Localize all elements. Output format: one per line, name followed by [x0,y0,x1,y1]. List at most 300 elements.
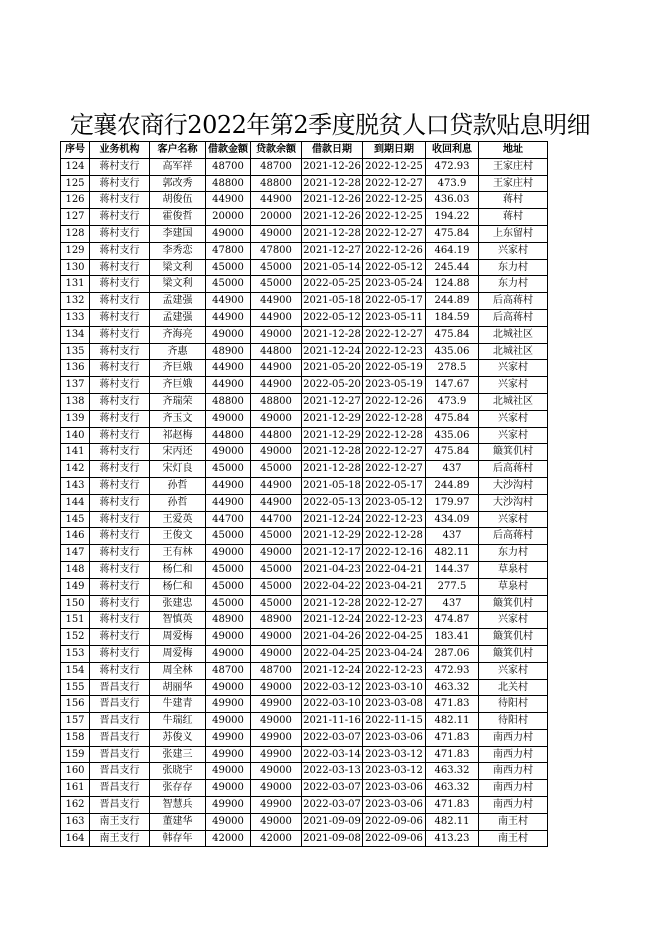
table-row [61,393,548,410]
cell-branch: 蒋村支行 [90,494,150,511]
cell-interest: 244.89 [426,477,479,494]
table-row [61,763,548,780]
cell-branch: 蒋村支行 [90,326,150,343]
cell-branch: 蒋村支行 [90,225,150,242]
cell-due-date: 2023-05-11 [363,309,426,326]
cell-loan-date: 2021-12-29 [302,528,363,545]
cell-balance: 44900 [251,477,302,494]
cell-customer: 梁文利 [150,276,206,293]
cell-branch: 晋昌支行 [90,679,150,696]
col-header-interest: 收回利息 [426,142,479,159]
cell-branch: 蒋村支行 [90,612,150,629]
cell-due-date: 2023-04-24 [363,645,426,662]
cell-balance: 42000 [251,830,302,847]
table-row [61,175,548,192]
cell-branch: 晋昌支行 [90,729,150,746]
cell-seq: 164 [61,830,90,847]
table-row [61,612,548,629]
cell-due-date: 2022-12-27 [363,461,426,478]
cell-due-date: 2023-03-06 [363,780,426,797]
cell-address: 草泉村 [479,578,548,595]
cell-branch: 蒋村支行 [90,360,150,377]
cell-seq: 150 [61,595,90,612]
cell-due-date: 2023-03-06 [363,729,426,746]
cell-address: 簸箕仉村 [479,629,548,646]
cell-due-date: 2022-12-23 [363,511,426,528]
cell-loan-date: 2021-12-28 [302,595,363,612]
table-row [61,192,548,209]
cell-loan-date: 2021-12-28 [302,461,363,478]
cell-loan-date: 2021-12-28 [302,444,363,461]
cell-balance: 49000 [251,813,302,830]
table-row [61,444,548,461]
cell-address: 待阳村 [479,713,548,730]
cell-branch: 蒋村支行 [90,461,150,478]
cell-loan-amount: 44900 [206,494,251,511]
cell-seq: 138 [61,393,90,410]
cell-customer: 李建国 [150,225,206,242]
cell-address: 南西力村 [479,746,548,763]
cell-due-date: 2022-09-06 [363,830,426,847]
cell-due-date: 2023-05-19 [363,377,426,394]
cell-loan-amount: 48900 [206,343,251,360]
cell-interest: 474.87 [426,612,479,629]
cell-customer: 王爱英 [150,511,206,528]
cell-balance: 48700 [251,662,302,679]
cell-customer: 高军祥 [150,158,206,175]
cell-seq: 157 [61,713,90,730]
cell-interest: 471.83 [426,746,479,763]
cell-loan-amount: 44700 [206,511,251,528]
cell-customer: 齐瑞荣 [150,393,206,410]
cell-address: 后高蒋村 [479,528,548,545]
col-header-loan-amount: 借款金额 [206,142,251,159]
cell-due-date: 2022-12-25 [363,192,426,209]
cell-balance: 20000 [251,209,302,226]
cell-due-date: 2023-03-12 [363,746,426,763]
cell-interest: 287.06 [426,645,479,662]
cell-loan-amount: 49000 [206,763,251,780]
table-row [61,326,548,343]
cell-loan-date: 2021-12-28 [302,225,363,242]
cell-address: 南王村 [479,813,548,830]
cell-branch: 蒋村支行 [90,192,150,209]
cell-balance: 44900 [251,293,302,310]
cell-due-date: 2022-12-26 [363,242,426,259]
cell-loan-amount: 47800 [206,242,251,259]
cell-balance: 44900 [251,192,302,209]
cell-loan-amount: 44900 [206,360,251,377]
cell-loan-amount: 49000 [206,410,251,427]
table-row [61,209,548,226]
cell-customer: 胡丽华 [150,679,206,696]
cell-loan-amount: 20000 [206,209,251,226]
cell-customer: 梁文利 [150,259,206,276]
cell-due-date: 2022-12-27 [363,175,426,192]
cell-customer: 牛瑞红 [150,713,206,730]
table-row [61,578,548,595]
cell-loan-amount: 49000 [206,713,251,730]
cell-interest: 471.83 [426,797,479,814]
cell-branch: 蒋村支行 [90,158,150,175]
cell-balance: 45000 [251,528,302,545]
cell-interest: 473.9 [426,393,479,410]
cell-interest: 471.83 [426,696,479,713]
cell-address: 后高蒋村 [479,309,548,326]
cell-customer: 杨仁和 [150,578,206,595]
cell-balance: 49000 [251,225,302,242]
cell-loan-amount: 44900 [206,477,251,494]
cell-branch: 蒋村支行 [90,629,150,646]
cell-interest: 435.06 [426,427,479,444]
cell-loan-amount: 45000 [206,578,251,595]
cell-customer: 孙哲 [150,477,206,494]
cell-branch: 蒋村支行 [90,511,150,528]
cell-balance: 45000 [251,595,302,612]
cell-branch: 蒋村支行 [90,427,150,444]
cell-seq: 145 [61,511,90,528]
cell-address: 南西力村 [479,729,548,746]
cell-loan-date: 2021-12-26 [302,209,363,226]
cell-loan-amount: 45000 [206,259,251,276]
cell-balance: 45000 [251,578,302,595]
cell-address: 簸箕仉村 [479,444,548,461]
cell-balance: 44900 [251,309,302,326]
cell-customer: 杨仁和 [150,561,206,578]
cell-customer: 张建三 [150,746,206,763]
cell-balance: 49900 [251,746,302,763]
cell-interest: 475.84 [426,225,479,242]
cell-loan-amount: 44900 [206,377,251,394]
cell-interest: 475.84 [426,444,479,461]
cell-loan-amount: 48800 [206,393,251,410]
cell-balance: 44900 [251,377,302,394]
cell-balance: 45000 [251,259,302,276]
cell-customer: 齐巨娥 [150,377,206,394]
cell-seq: 139 [61,410,90,427]
cell-address: 簸箕仉村 [479,645,548,662]
cell-interest: 124.88 [426,276,479,293]
cell-seq: 148 [61,561,90,578]
cell-branch: 蒋村支行 [90,545,150,562]
cell-due-date: 2022-12-26 [363,393,426,410]
cell-loan-date: 2021-04-26 [302,629,363,646]
cell-customer: 智慧兵 [150,797,206,814]
cell-seq: 149 [61,578,90,595]
table-row [61,377,548,394]
cell-balance: 49900 [251,797,302,814]
cell-seq: 129 [61,242,90,259]
cell-customer: 周全林 [150,662,206,679]
cell-loan-date: 2021-05-14 [302,259,363,276]
cell-seq: 161 [61,780,90,797]
table-row [61,662,548,679]
col-header-balance: 贷款余额 [251,142,302,159]
cell-seq: 135 [61,343,90,360]
cell-loan-amount: 49000 [206,326,251,343]
cell-interest: 144.37 [426,561,479,578]
cell-seq: 143 [61,477,90,494]
cell-loan-date: 2021-12-24 [302,612,363,629]
cell-balance: 49900 [251,729,302,746]
cell-address: 兴家村 [479,427,548,444]
cell-interest: 464.19 [426,242,479,259]
cell-interest: 472.93 [426,158,479,175]
cell-due-date: 2022-09-06 [363,813,426,830]
cell-balance: 49900 [251,696,302,713]
cell-loan-amount: 44900 [206,309,251,326]
cell-loan-amount: 48800 [206,175,251,192]
table-row [61,225,548,242]
cell-loan-date: 2021-12-27 [302,242,363,259]
cell-seq: 134 [61,326,90,343]
cell-address: 兴家村 [479,360,548,377]
cell-seq: 154 [61,662,90,679]
table-row [61,309,548,326]
cell-interest: 413.23 [426,830,479,847]
cell-loan-amount: 49000 [206,780,251,797]
cell-seq: 155 [61,679,90,696]
cell-interest: 475.84 [426,410,479,427]
table-row [61,477,548,494]
cell-due-date: 2022-05-17 [363,293,426,310]
table-row [61,242,548,259]
table-row [61,276,548,293]
table-row [61,427,548,444]
cell-customer: 祁赵梅 [150,427,206,444]
cell-balance: 48700 [251,158,302,175]
cell-loan-amount: 44900 [206,192,251,209]
table-row [61,511,548,528]
cell-customer: 齐巨娥 [150,360,206,377]
cell-interest: 277.5 [426,578,479,595]
cell-interest: 437 [426,595,479,612]
cell-loan-amount: 49000 [206,679,251,696]
cell-seq: 126 [61,192,90,209]
cell-seq: 141 [61,444,90,461]
cell-seq: 156 [61,696,90,713]
cell-loan-amount: 48900 [206,612,251,629]
cell-customer: 孙哲 [150,494,206,511]
table-row [61,293,548,310]
cell-address: 草泉村 [479,561,548,578]
cell-branch: 蒋村支行 [90,444,150,461]
cell-address: 北城社区 [479,343,548,360]
cell-seq: 127 [61,209,90,226]
cell-branch: 蒋村支行 [90,175,150,192]
cell-due-date: 2022-12-23 [363,662,426,679]
cell-address: 北关村 [479,679,548,696]
cell-customer: 齐玉文 [150,410,206,427]
table-row [61,797,548,814]
col-header-address: 地址 [479,142,548,159]
cell-loan-date: 2022-03-07 [302,780,363,797]
cell-address: 上东留村 [479,225,548,242]
table-row [61,410,548,427]
cell-due-date: 2022-12-27 [363,444,426,461]
cell-interest: 194.22 [426,209,479,226]
cell-loan-amount: 45000 [206,595,251,612]
cell-address: 待阳村 [479,696,548,713]
cell-due-date: 2022-04-25 [363,629,426,646]
cell-customer: 苏俊义 [150,729,206,746]
cell-loan-amount: 49900 [206,797,251,814]
cell-due-date: 2022-05-17 [363,477,426,494]
cell-customer: 宋灯良 [150,461,206,478]
cell-branch: 蒋村支行 [90,595,150,612]
cell-interest: 463.32 [426,763,479,780]
table-row [61,158,548,175]
cell-due-date: 2023-03-06 [363,797,426,814]
cell-customer: 张晓宇 [150,763,206,780]
cell-interest: 482.11 [426,545,479,562]
cell-due-date: 2022-12-28 [363,427,426,444]
cell-branch: 蒋村支行 [90,410,150,427]
cell-branch: 蒋村支行 [90,477,150,494]
cell-interest: 244.89 [426,293,479,310]
cell-balance: 45000 [251,276,302,293]
table-row [61,545,548,562]
cell-seq: 144 [61,494,90,511]
cell-address: 蒋村 [479,192,548,209]
cell-interest: 482.11 [426,813,479,830]
cell-interest: 278.5 [426,360,479,377]
cell-seq: 125 [61,175,90,192]
cell-interest: 434.09 [426,511,479,528]
cell-loan-amount: 49900 [206,746,251,763]
table-row [61,461,548,478]
cell-customer: 张存存 [150,780,206,797]
cell-customer: 孟建强 [150,293,206,310]
cell-due-date: 2022-12-25 [363,209,426,226]
cell-address: 大沙沟村 [479,494,548,511]
col-header-seq: 序号 [61,142,90,159]
cell-interest: 147.67 [426,377,479,394]
cell-interest: 473.9 [426,175,479,192]
cell-customer: 霍俊哲 [150,209,206,226]
cell-loan-date: 2021-12-28 [302,326,363,343]
cell-address: 后高蒋村 [479,293,548,310]
cell-loan-date: 2021-12-27 [302,393,363,410]
cell-balance: 49000 [251,629,302,646]
cell-address: 南西力村 [479,780,548,797]
cell-loan-amount: 44800 [206,427,251,444]
col-header-branch: 业务机构 [90,142,150,159]
table-row [61,629,548,646]
cell-seq: 136 [61,360,90,377]
cell-seq: 132 [61,293,90,310]
cell-interest: 475.84 [426,326,479,343]
cell-loan-date: 2021-04-23 [302,561,363,578]
cell-loan-amount: 45000 [206,561,251,578]
cell-loan-date: 2022-03-13 [302,763,363,780]
cell-seq: 163 [61,813,90,830]
cell-branch: 蒋村支行 [90,393,150,410]
cell-interest: 472.93 [426,662,479,679]
table-row [61,746,548,763]
cell-customer: 周爱梅 [150,629,206,646]
cell-loan-amount: 49000 [206,545,251,562]
cell-loan-amount: 49900 [206,696,251,713]
cell-branch: 蒋村支行 [90,276,150,293]
cell-customer: 智慎英 [150,612,206,629]
cell-branch: 晋昌支行 [90,696,150,713]
cell-loan-date: 2021-12-29 [302,410,363,427]
cell-due-date: 2022-05-12 [363,259,426,276]
cell-due-date: 2022-11-15 [363,713,426,730]
cell-loan-date: 2021-09-08 [302,830,363,847]
cell-loan-date: 2021-09-09 [302,813,363,830]
cell-loan-date: 2022-04-22 [302,578,363,595]
cell-due-date: 2023-05-24 [363,276,426,293]
cell-balance: 49000 [251,679,302,696]
cell-due-date: 2022-04-21 [363,561,426,578]
cell-loan-date: 2022-05-13 [302,494,363,511]
cell-loan-date: 2021-12-28 [302,175,363,192]
cell-seq: 128 [61,225,90,242]
cell-due-date: 2023-03-10 [363,679,426,696]
cell-due-date: 2022-12-27 [363,595,426,612]
cell-address: 北城社区 [479,393,548,410]
cell-loan-date: 2022-03-14 [302,746,363,763]
cell-branch: 晋昌支行 [90,713,150,730]
cell-balance: 45000 [251,461,302,478]
cell-address: 北城社区 [479,326,548,343]
cell-customer: 董建华 [150,813,206,830]
cell-seq: 140 [61,427,90,444]
cell-loan-date: 2022-05-12 [302,309,363,326]
cell-balance: 47800 [251,242,302,259]
cell-loan-date: 2021-12-17 [302,545,363,562]
cell-branch: 蒋村支行 [90,293,150,310]
table-row [61,360,548,377]
cell-interest: 437 [426,528,479,545]
cell-customer: 齐惠 [150,343,206,360]
cell-loan-date: 2022-03-07 [302,797,363,814]
cell-branch: 蒋村支行 [90,662,150,679]
cell-balance: 49000 [251,780,302,797]
cell-branch: 蒋村支行 [90,561,150,578]
cell-due-date: 2022-12-28 [363,410,426,427]
cell-address: 东力村 [479,276,548,293]
cell-branch: 南王支行 [90,830,150,847]
cell-loan-amount: 49000 [206,629,251,646]
cell-customer: 张建忠 [150,595,206,612]
cell-loan-date: 2021-11-16 [302,713,363,730]
table-row [61,813,548,830]
cell-balance: 44900 [251,494,302,511]
cell-seq: 131 [61,276,90,293]
cell-seq: 159 [61,746,90,763]
cell-customer: 牛建青 [150,696,206,713]
cell-loan-date: 2022-03-07 [302,729,363,746]
cell-branch: 蒋村支行 [90,242,150,259]
cell-balance: 44800 [251,427,302,444]
cell-branch: 蒋村支行 [90,343,150,360]
cell-loan-amount: 45000 [206,461,251,478]
cell-address: 兴家村 [479,410,548,427]
cell-due-date: 2022-12-28 [363,528,426,545]
cell-loan-date: 2022-05-25 [302,276,363,293]
cell-branch: 南王支行 [90,813,150,830]
cell-address: 兴家村 [479,612,548,629]
cell-balance: 44700 [251,511,302,528]
cell-loan-amount: 49000 [206,225,251,242]
cell-address: 后高蒋村 [479,461,548,478]
cell-balance: 49000 [251,444,302,461]
cell-interest: 437 [426,461,479,478]
cell-seq: 158 [61,729,90,746]
